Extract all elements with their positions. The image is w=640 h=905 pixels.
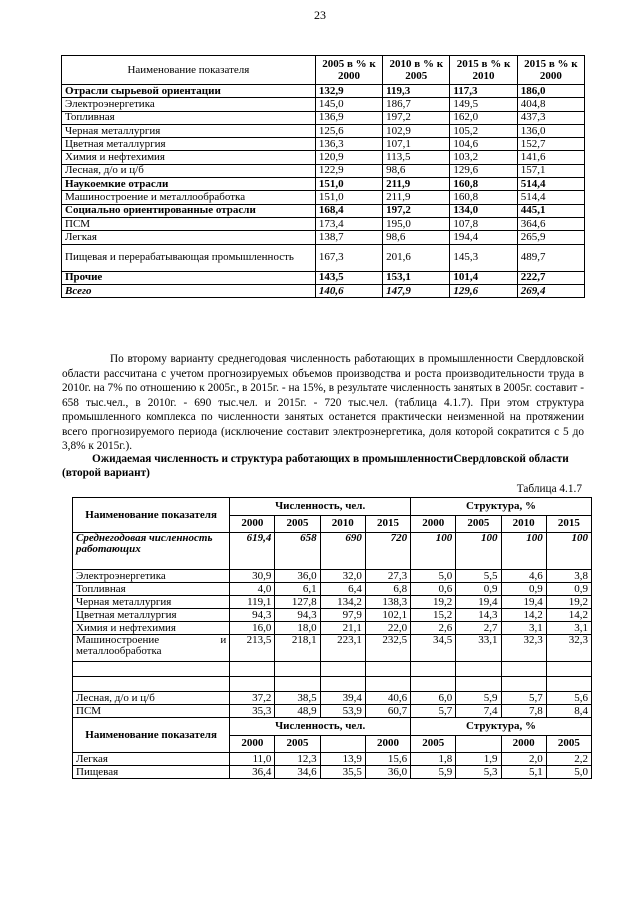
row-label: Пищевая и перерабатывающая промышленность xyxy=(62,244,316,271)
cell: 195,0 xyxy=(383,217,450,230)
cell: 6,1 xyxy=(275,583,320,596)
cell: 197,2 xyxy=(383,204,450,217)
table-header-row xyxy=(62,56,585,85)
cell: 134,0 xyxy=(450,204,517,217)
cell: 97,9 xyxy=(320,609,365,622)
growth-index-table xyxy=(61,55,585,298)
cell: 37,2 xyxy=(230,692,275,705)
cell: 7,8 xyxy=(501,705,546,718)
year-cell xyxy=(320,735,365,753)
row-label: Черная металлургия xyxy=(62,124,316,137)
cell: 32,3 xyxy=(546,635,591,662)
cell: 101,4 xyxy=(450,271,517,284)
blank-row xyxy=(73,662,592,677)
empty-cell xyxy=(546,662,591,677)
cell: 119,3 xyxy=(383,85,450,98)
cell: 36,0 xyxy=(275,570,320,583)
empty-cell xyxy=(456,677,501,692)
cell: 3,1 xyxy=(501,622,546,635)
cell: 690 xyxy=(320,533,365,570)
year-cell: 2000 xyxy=(501,735,546,753)
table-row xyxy=(62,164,585,177)
cell: 11,0 xyxy=(230,753,275,766)
row-label: Электроэнергетика xyxy=(73,570,230,583)
cell: 22,0 xyxy=(365,622,410,635)
cell: 140,6 xyxy=(315,284,382,297)
cell: 138,3 xyxy=(365,596,410,609)
cell: 141,6 xyxy=(517,151,584,164)
cell: 100 xyxy=(501,533,546,570)
cell: 136,3 xyxy=(315,138,382,151)
cell: 18,0 xyxy=(275,622,320,635)
row-label: Лесная, д/о и ц/б xyxy=(73,692,230,705)
cell: 35,5 xyxy=(320,766,365,779)
cell: 143,5 xyxy=(315,271,382,284)
year-cell xyxy=(456,735,501,753)
cell: 5,3 xyxy=(456,766,501,779)
blank-row xyxy=(73,677,592,692)
table-row xyxy=(62,124,585,137)
row-label: Машиностроение и металлообработка xyxy=(62,191,316,204)
cell: 94,3 xyxy=(230,609,275,622)
cell: 19,2 xyxy=(411,596,456,609)
empty-cell xyxy=(365,677,410,692)
empty-cell xyxy=(230,677,275,692)
cell: 125,6 xyxy=(315,124,382,137)
cell: 5,9 xyxy=(411,766,456,779)
cell: 197,2 xyxy=(383,111,450,124)
cell: 3,8 xyxy=(546,570,591,583)
cell: 147,9 xyxy=(383,284,450,297)
cell: 122,9 xyxy=(315,164,382,177)
cell: 117,3 xyxy=(450,85,517,98)
cell: 160,8 xyxy=(450,178,517,191)
cell: 132,9 xyxy=(315,85,382,98)
row-label: Электроэнергетика xyxy=(62,98,316,111)
cell: 2,0 xyxy=(501,753,546,766)
table-row xyxy=(73,596,592,609)
cell: 39,4 xyxy=(320,692,365,705)
label-part: и xyxy=(220,634,227,646)
year-cell: 2000 xyxy=(230,515,275,533)
cell: 152,7 xyxy=(517,138,584,151)
cell: 113,5 xyxy=(383,151,450,164)
cell: 5,6 xyxy=(546,692,591,705)
cell: 404,8 xyxy=(517,98,584,111)
cell: 6,8 xyxy=(365,583,410,596)
cell: 100 xyxy=(456,533,501,570)
cell: 134,2 xyxy=(320,596,365,609)
empty-cell xyxy=(411,677,456,692)
row-label: Цветная металлургия xyxy=(73,609,230,622)
cell: 32,3 xyxy=(501,635,546,662)
empty-cell xyxy=(230,662,275,677)
cell: 160,8 xyxy=(450,191,517,204)
cell: 2,6 xyxy=(411,622,456,635)
row-label: Всего xyxy=(62,284,316,297)
empty-cell xyxy=(320,662,365,677)
cell: 8,4 xyxy=(546,705,591,718)
page-number: 23 xyxy=(314,8,326,22)
table-row xyxy=(73,583,592,596)
cell: 14,2 xyxy=(546,609,591,622)
cell: 34,5 xyxy=(411,635,456,662)
table-row xyxy=(62,98,585,111)
header-col-3: 2015 в % к 2010 xyxy=(450,56,517,85)
table-row xyxy=(62,204,585,217)
cell: 223,1 xyxy=(320,635,365,662)
cell: 437,3 xyxy=(517,111,584,124)
cell: 107,8 xyxy=(450,217,517,230)
empty-cell xyxy=(501,677,546,692)
cell: 162,0 xyxy=(450,111,517,124)
table-row xyxy=(62,85,585,98)
header-structure: Структура, % xyxy=(411,498,592,516)
cell: 153,1 xyxy=(383,271,450,284)
row-label: Легкая xyxy=(62,231,316,244)
cell: 157,1 xyxy=(517,164,584,177)
year-cell: 2005 xyxy=(275,515,320,533)
cell: 5,9 xyxy=(456,692,501,705)
cell: 38,5 xyxy=(275,692,320,705)
cell: 167,3 xyxy=(315,244,382,271)
row-label: Среднегодовая численность работающих xyxy=(73,533,230,570)
row-label: Социально ориентированные отрасли xyxy=(62,204,316,217)
cell: 103,2 xyxy=(450,151,517,164)
year-cell: 2000 xyxy=(230,735,275,753)
header-count: Численность, чел. xyxy=(230,718,411,736)
cell: 19,4 xyxy=(501,596,546,609)
table-row xyxy=(62,151,585,164)
row-label: Химия и нефтехимия xyxy=(62,151,316,164)
table-row xyxy=(73,622,592,635)
cell: 186,0 xyxy=(517,85,584,98)
year-cell: 2015 xyxy=(546,515,591,533)
table-row xyxy=(62,138,585,151)
year-cell: 2000 xyxy=(411,515,456,533)
row-label: Лесная, д/о и ц/б xyxy=(62,164,316,177)
cell: 13,9 xyxy=(320,753,365,766)
cell: 120,9 xyxy=(315,151,382,164)
cell: 218,1 xyxy=(275,635,320,662)
cell: 364,6 xyxy=(517,217,584,230)
table-row xyxy=(73,570,592,583)
cell: 168,4 xyxy=(315,204,382,217)
row-label: Пищевая xyxy=(73,766,230,779)
cell: 211,9 xyxy=(383,178,450,191)
empty-cell xyxy=(411,662,456,677)
cell: 102,1 xyxy=(365,609,410,622)
cell: 2,2 xyxy=(546,753,591,766)
cell: 19,2 xyxy=(546,596,591,609)
cell: 514,4 xyxy=(517,191,584,204)
cell: 34,6 xyxy=(275,766,320,779)
table-row xyxy=(62,191,585,204)
cell: 514,4 xyxy=(517,178,584,191)
cell: 222,7 xyxy=(517,271,584,284)
label-part: Машиностроение xyxy=(76,634,160,646)
cell: 0,6 xyxy=(411,583,456,596)
cell: 14,3 xyxy=(456,609,501,622)
table-row xyxy=(62,231,585,244)
row-label: Химия и нефтехимия xyxy=(73,622,230,635)
cell: 16,0 xyxy=(230,622,275,635)
employment-structure-table xyxy=(72,497,592,779)
table-row xyxy=(73,705,592,718)
cell: 5,1 xyxy=(501,766,546,779)
cell: 33,1 xyxy=(456,635,501,662)
header-col-4: 2015 в % к 2000 xyxy=(517,56,584,85)
cell: 151,0 xyxy=(315,178,382,191)
cell: 269,4 xyxy=(517,284,584,297)
cell: 129,6 xyxy=(450,284,517,297)
cell: 145,0 xyxy=(315,98,382,111)
cell: 48,9 xyxy=(275,705,320,718)
cell: 149,5 xyxy=(450,98,517,111)
cell: 21,1 xyxy=(320,622,365,635)
table-row xyxy=(73,609,592,622)
row-label: Топливная xyxy=(62,111,316,124)
cell: 40,6 xyxy=(365,692,410,705)
empty-cell xyxy=(546,677,591,692)
cell: 94,3 xyxy=(275,609,320,622)
cell: 720 xyxy=(365,533,410,570)
cell: 7,4 xyxy=(456,705,501,718)
cell: 201,6 xyxy=(383,244,450,271)
row-label: ПСМ xyxy=(62,217,316,230)
cell: 194,4 xyxy=(450,231,517,244)
cell: 211,9 xyxy=(383,191,450,204)
table-number: Таблица 4.1.7 xyxy=(516,483,582,495)
table-row xyxy=(62,217,585,230)
cell: 36,4 xyxy=(230,766,275,779)
header-count: Численность, чел. xyxy=(230,498,411,516)
cell: 138,7 xyxy=(315,231,382,244)
cell: 136,0 xyxy=(517,124,584,137)
cell: 27,3 xyxy=(365,570,410,583)
cell: 2,7 xyxy=(456,622,501,635)
cell: 98,6 xyxy=(383,164,450,177)
cell: 265,9 xyxy=(517,231,584,244)
header-indicator: Наименование показателя xyxy=(62,56,316,85)
cell: 36,0 xyxy=(365,766,410,779)
row-label xyxy=(73,635,230,662)
cell: 19,4 xyxy=(456,596,501,609)
cell: 14,2 xyxy=(501,609,546,622)
header-indicator: Наименование показателя xyxy=(73,718,230,753)
cell: 53,9 xyxy=(320,705,365,718)
cell: 127,8 xyxy=(275,596,320,609)
cell: 30,9 xyxy=(230,570,275,583)
cell: 5,5 xyxy=(456,570,501,583)
table-header-row-repeat xyxy=(73,718,592,736)
cell: 489,7 xyxy=(517,244,584,271)
body-paragraph: По второму варианту среднегодовая численность работающих в промышленности Свердловской области рассчитана с учетом прогнозируемых объемов производства и роста производительности труда в 2010г. на 7% по отношению к 2005г., в 2015г. - на 15%, в результате численность занятых в 2005г. составит - 658 тыс.чел., в 2010г. - 690 тыс.чел. и 2015г. - 720 тыс.чел. (таблица 4.1.7). При этом структура промышленного комплекса по численности занятых останется практически неизменной на протяжении всего прогнозируемого периода (исключение составит электроэнергетика, доля которой сократится с 5 до 3,8% к 2015г.). xyxy=(62,353,584,452)
cell: 213,5 xyxy=(230,635,275,662)
year-cell: 2000 xyxy=(365,735,410,753)
cell: 4,0 xyxy=(230,583,275,596)
cell: 0,9 xyxy=(501,583,546,596)
year-cell: 2010 xyxy=(320,515,365,533)
cell: 5,0 xyxy=(411,570,456,583)
table-row-average xyxy=(73,533,592,570)
cell: 35,3 xyxy=(230,705,275,718)
cell: 151,0 xyxy=(315,191,382,204)
year-cell: 2005 xyxy=(456,515,501,533)
table-row xyxy=(73,766,592,779)
cell: 12,3 xyxy=(275,753,320,766)
row-label: Легкая xyxy=(73,753,230,766)
cell: 3,1 xyxy=(546,622,591,635)
year-cell: 2005 xyxy=(275,735,320,753)
table-row xyxy=(62,244,585,271)
cell: 186,7 xyxy=(383,98,450,111)
cell: 5,0 xyxy=(546,766,591,779)
table-header-row xyxy=(73,498,592,516)
empty-cell xyxy=(73,677,230,692)
cell: 658 xyxy=(275,533,320,570)
cell: 5,7 xyxy=(501,692,546,705)
row-label: Черная металлургия xyxy=(73,596,230,609)
cell: 136,9 xyxy=(315,111,382,124)
table-row xyxy=(62,284,585,297)
table-row-machinery xyxy=(73,635,592,662)
cell: 0,9 xyxy=(456,583,501,596)
cell: 6,4 xyxy=(320,583,365,596)
cell: 145,3 xyxy=(450,244,517,271)
cell: 445,1 xyxy=(517,204,584,217)
table-row xyxy=(62,271,585,284)
cell: 6,0 xyxy=(411,692,456,705)
cell: 5,7 xyxy=(411,705,456,718)
cell: 98,6 xyxy=(383,231,450,244)
row-label: Наукоемкие отрасли xyxy=(62,178,316,191)
table-row xyxy=(62,111,585,124)
year-cell: 2005 xyxy=(411,735,456,753)
cell: 619,4 xyxy=(230,533,275,570)
header-col-1: 2005 в % к 2000 xyxy=(315,56,382,85)
cell: 173,4 xyxy=(315,217,382,230)
cell: 232,5 xyxy=(365,635,410,662)
table-row xyxy=(73,753,592,766)
row-label: Топливная xyxy=(73,583,230,596)
empty-cell xyxy=(501,662,546,677)
row-label: Цветная металлургия xyxy=(62,138,316,151)
cell: 1,8 xyxy=(411,753,456,766)
empty-cell xyxy=(275,662,320,677)
year-cell: 2010 xyxy=(501,515,546,533)
cell: 100 xyxy=(546,533,591,570)
header-structure: Структура, % xyxy=(411,718,592,736)
table-caption: Ожидаемая численность и структура работающих в промышленностиСвердловской области (второй вариант) xyxy=(62,453,569,479)
empty-cell xyxy=(456,662,501,677)
cell: 107,1 xyxy=(383,138,450,151)
cell: 32,0 xyxy=(320,570,365,583)
cell: 119,1 xyxy=(230,596,275,609)
cell: 15,6 xyxy=(365,753,410,766)
cell: 0,9 xyxy=(546,583,591,596)
empty-cell xyxy=(275,677,320,692)
cell: 105,2 xyxy=(450,124,517,137)
cell: 104,6 xyxy=(450,138,517,151)
table-row xyxy=(62,178,585,191)
label-part: металлообработка xyxy=(76,645,162,657)
empty-cell xyxy=(320,677,365,692)
table-row xyxy=(73,692,592,705)
cell: 100 xyxy=(411,533,456,570)
cell: 4,6 xyxy=(501,570,546,583)
empty-cell xyxy=(73,662,230,677)
row-label: ПСМ xyxy=(73,705,230,718)
row-label: Отрасли сырьевой ориентации xyxy=(62,85,316,98)
row-label: Прочие xyxy=(62,271,316,284)
cell: 1,9 xyxy=(456,753,501,766)
year-cell: 2015 xyxy=(365,515,410,533)
cell: 60,7 xyxy=(365,705,410,718)
empty-cell xyxy=(365,662,410,677)
cell: 102,9 xyxy=(383,124,450,137)
year-cell: 2005 xyxy=(546,735,591,753)
cell: 129,6 xyxy=(450,164,517,177)
header-col-2: 2010 в % к 2005 xyxy=(383,56,450,85)
cell: 15,2 xyxy=(411,609,456,622)
header-indicator: Наименование показателя xyxy=(73,498,230,533)
